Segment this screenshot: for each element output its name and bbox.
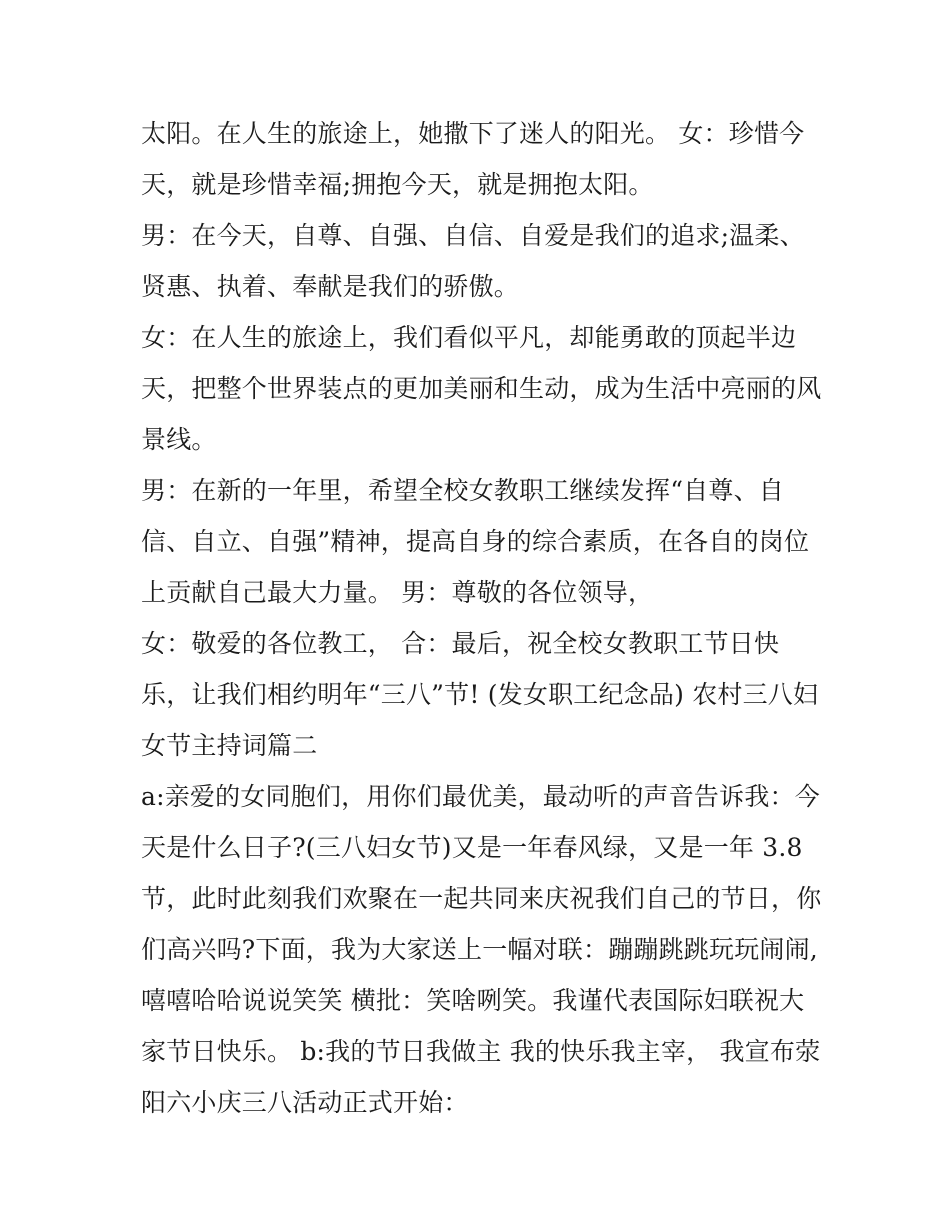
- text-line-2: 天，就是珍惜幸福;拥抱今天，就是拥抱太阳。: [141, 170, 654, 199]
- text-line-16: 节，此时此刻我们欢聚在一起共同来庆祝我们自己的节日，你: [141, 884, 822, 913]
- text-line-1: 太阳。在人生的旅途上，她撒下了迷人的阳光。 女：珍惜今: [141, 119, 805, 148]
- text-line-18: 嘻嘻哈哈说说笑笑 横批：笑啥咧笑。我谨代表国际妇联祝大: [141, 986, 805, 1015]
- text-line-12: 乐，让我们相约明年“三八”节! (发女职工纪念品) 农村三八妇: [141, 680, 819, 709]
- text-line-4: 贤惠、执着、奉献是我们的骄傲。: [141, 272, 520, 301]
- text-line-3: 男：在今天，自尊、自强、自信、自爱是我们的追求;温柔、: [141, 221, 805, 250]
- text-line-14: a:亲爱的女同胞们，用你们最优美，最动听的声音告诉我：今: [141, 782, 820, 811]
- text-line-15: 天是什么日子?(三八妇女节)又是一年春风绿，又是一年 3.8: [141, 833, 803, 862]
- text-line-8: 男：在新的一年里，希望全校女教职工继续发挥“自尊、自: [141, 476, 784, 505]
- text-line-20: 阳六小庆三八活动正式开始：: [141, 1088, 469, 1117]
- section-title-line: 女节主持词篇二: [141, 731, 318, 760]
- text-line-9: 信、自立、自强”精神，提高自身的综合素质，在各自的岗位: [141, 527, 810, 556]
- text-line-7: 景线。: [141, 425, 217, 454]
- document-body: [141, 108, 821, 1128]
- text-line-11: 女：敬爱的各位教工， 合：最后，祝全校女教职工节日快: [141, 629, 780, 658]
- text-line-10: 上贡献自己最大力量。 男：尊敬的各位领导，: [141, 578, 654, 607]
- text-line-6: 天，把整个世界装点的更加美丽和生动，成为生活中亮丽的风: [141, 374, 822, 403]
- text-line-5: 女：在人生的旅途上，我们看似平凡，却能勇敢的顶起半边: [141, 323, 797, 352]
- text-line-19: 家节日快乐。 b:我的节日我做主 我的快乐我主宰， 我宣布荥: [141, 1037, 821, 1066]
- text-line-17: 们高兴吗?下面，我为大家送上一幅对联：蹦蹦跳跳玩玩闹闹,: [141, 935, 818, 964]
